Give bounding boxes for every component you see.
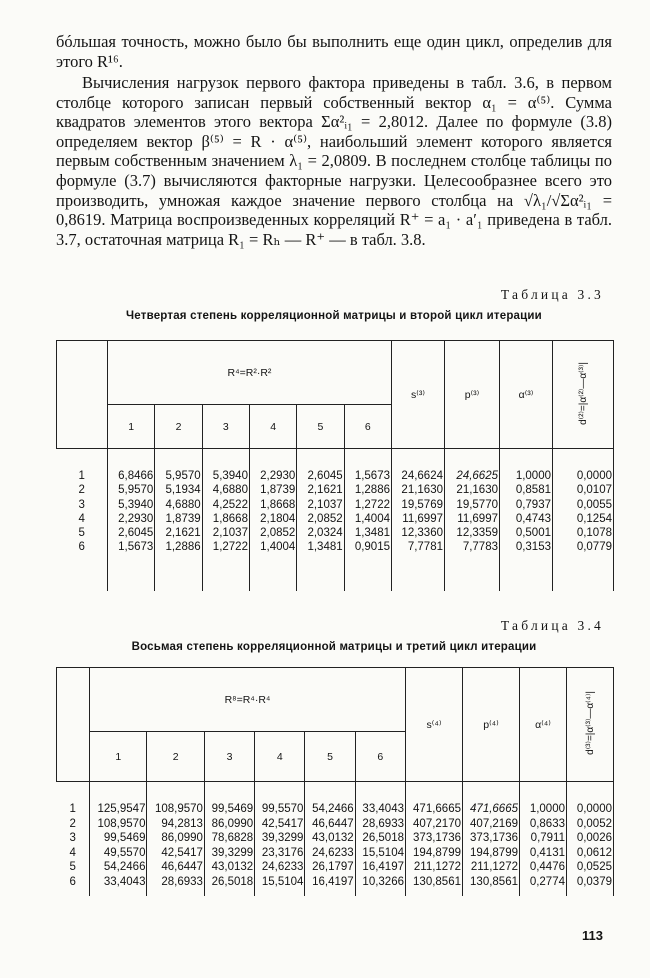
matrix-cell: 26,1797	[305, 860, 355, 875]
d-value: 0,1254	[553, 512, 614, 526]
matrix-cell: 49,5570	[90, 846, 147, 861]
matrix-cell: 6,8466	[108, 449, 155, 484]
alpha-value: 0,8633	[520, 817, 567, 832]
alpha-value: 0,3153	[500, 540, 553, 590]
matrix-cell: 26,5018	[355, 831, 405, 846]
p-value: 211,1272	[463, 860, 520, 875]
table2-rownum-header	[57, 668, 90, 782]
table2	[56, 667, 614, 896]
matrix-cell: 1,5673	[108, 540, 155, 590]
table-row	[57, 483, 614, 497]
d-value: 0,1078	[553, 526, 614, 540]
matrix-cell: 43,0132	[204, 860, 254, 875]
alpha-value: 1,0000	[500, 449, 553, 484]
table2-col-number: 6	[355, 732, 405, 782]
table-row	[57, 831, 614, 846]
matrix-cell: 86,0990	[147, 831, 204, 846]
table-row	[57, 449, 614, 484]
table1-d-header-text: d⁽²⁾=|α⁽²⁾—α⁽³⁾|	[577, 361, 589, 425]
table1-title: Четвертая степень корреляционной матрицы и второй цикл итерации	[126, 310, 542, 322]
matrix-cell: 1,2722	[202, 540, 249, 590]
table2-alpha-header: α⁽⁴⁾	[520, 668, 567, 782]
matrix-cell: 16,4197	[355, 860, 405, 875]
table2-col-number: 4	[255, 732, 305, 782]
p-value: 12,3359	[445, 526, 500, 540]
matrix-cell: 4,6880	[155, 498, 202, 512]
table-row	[57, 526, 614, 540]
matrix-cell: 24,6233	[255, 860, 305, 875]
matrix-cell: 99,5570	[255, 782, 305, 817]
matrix-cell: 1,4004	[344, 512, 391, 526]
table1-p-header: p⁽³⁾	[445, 341, 500, 449]
d-value: 0,0055	[553, 498, 614, 512]
matrix-cell: 1,2886	[155, 540, 202, 590]
table1-col-number: 3	[202, 405, 249, 449]
table1-label: Таблица 3.3	[500, 287, 604, 302]
table-row	[57, 875, 614, 896]
table2-col-number: 2	[147, 732, 204, 782]
p-value: 19,5770	[445, 498, 500, 512]
matrix-cell: 1,5673	[344, 449, 391, 484]
s-value: 21,1630	[392, 483, 445, 497]
row-number: 5	[57, 860, 90, 875]
matrix-cell: 5,9570	[108, 483, 155, 497]
row-number: 5	[57, 526, 108, 540]
matrix-cell: 33,4043	[355, 782, 405, 817]
table2-s-header: s⁽⁴⁾	[406, 668, 463, 782]
alpha-value: 0,4131	[520, 846, 567, 861]
matrix-cell: 5,9570	[155, 449, 202, 484]
p-value: 21,1630	[445, 483, 500, 497]
s-value: 7,7781	[392, 540, 445, 590]
d-value: 0,0525	[567, 860, 614, 875]
matrix-cell: 5,1934	[155, 483, 202, 497]
row-number: 3	[57, 831, 90, 846]
table-row	[57, 782, 614, 817]
s-value: 373,1736	[406, 831, 463, 846]
table2-label: Таблица 3.4	[500, 618, 604, 633]
s-value: 130,8561	[406, 875, 463, 896]
table2-col-number: 3	[204, 732, 254, 782]
d-value: 0,0052	[567, 817, 614, 832]
table2-title: Восьмая степень корреляционной матрицы и третий цикл итерации	[131, 641, 537, 653]
d-value: 0,0000	[553, 449, 614, 484]
table1-alpha-header: α⁽³⁾	[500, 341, 553, 449]
s-value: 11,6997	[392, 512, 445, 526]
matrix-cell: 1,8668	[202, 512, 249, 526]
s-value: 19,5769	[392, 498, 445, 512]
p-value: 373,1736	[463, 831, 520, 846]
alpha-value: 0,4743	[500, 512, 553, 526]
row-number: 3	[57, 498, 108, 512]
table2-col-number: 1	[90, 732, 147, 782]
s-value: 24,6624	[392, 449, 445, 484]
matrix-cell: 0,9015	[344, 540, 391, 590]
table2-p-header: p⁽⁴⁾	[463, 668, 520, 782]
matrix-cell: 2,2930	[108, 512, 155, 526]
matrix-cell: 108,9570	[147, 782, 204, 817]
p-value: 130,8561	[463, 875, 520, 896]
p-value: 471,6665	[463, 782, 520, 817]
paragraph-calculation: Вычисления нагрузок первого фактора приведены в табл. 3.6, в первом столбце которого записан первый собственный вектор α₁ = α⁽⁵⁾. Сумма квадратов элементов этого вектора Σα²ᵢ₁ = 2,8012. Далее по формуле (3.8) определяем вектор β⁽⁵⁾ = R · α⁽⁵⁾, наибольший элемент которого является первым собственным значением λ₁ = 2,0809. В последнем столбце таблицы по формуле (3.7) вычисляются факторные нагрузки. Целесообразнее всего это производить, умножая каждое значение первого столбца на √λ₁/√Σα²ᵢ₁ = 0,8619. Матрица воспроизведенных корреляций R⁺ = a₁ · a′₁ приведена в табл. 3.7, остаточная матрица R₁ = Rₕ — R⁺ — в табл. 3.8.	[56, 73, 612, 249]
matrix-cell: 1,3481	[297, 540, 344, 590]
matrix-cell: 2,1037	[297, 498, 344, 512]
d-value: 0,0000	[567, 782, 614, 817]
alpha-value: 0,4476	[520, 860, 567, 875]
s-value: 194,8799	[406, 846, 463, 861]
table1-rownum-header	[57, 341, 108, 449]
alpha-value: 0,7911	[520, 831, 567, 846]
matrix-cell: 125,9547	[90, 782, 147, 817]
row-number: 2	[57, 483, 108, 497]
matrix-cell: 1,2886	[344, 483, 391, 497]
table1-col-number: 2	[155, 405, 202, 449]
s-value: 471,6665	[406, 782, 463, 817]
table1-col-number: 1	[108, 405, 155, 449]
table1-group-header: R⁴=R²·R²	[108, 341, 392, 405]
matrix-cell: 5,3940	[108, 498, 155, 512]
row-number: 4	[57, 846, 90, 861]
matrix-cell: 54,2466	[90, 860, 147, 875]
matrix-cell: 43,0132	[305, 831, 355, 846]
p-value: 7,7783	[445, 540, 500, 590]
row-number: 1	[57, 449, 108, 484]
matrix-cell: 42,5417	[255, 817, 305, 832]
table1	[56, 340, 614, 591]
table2-col-number: 5	[305, 732, 355, 782]
p-value: 194,8799	[463, 846, 520, 861]
table2-d-header-text: d⁽³⁾=|α⁽³⁾—α⁽⁴⁾|	[584, 691, 596, 755]
d-value: 0,0026	[567, 831, 614, 846]
table-row	[57, 512, 614, 526]
matrix-cell: 1,3481	[344, 526, 391, 540]
matrix-cell: 46,6447	[147, 860, 204, 875]
matrix-cell: 33,4043	[90, 875, 147, 896]
matrix-cell: 4,6880	[202, 483, 249, 497]
matrix-cell: 1,8668	[249, 498, 296, 512]
matrix-cell: 23,3176	[255, 846, 305, 861]
table2-d-header	[567, 668, 614, 782]
matrix-cell: 28,6933	[147, 875, 204, 896]
s-value: 407,2170	[406, 817, 463, 832]
matrix-cell: 1,2722	[344, 498, 391, 512]
matrix-cell: 5,3940	[202, 449, 249, 484]
matrix-cell: 99,5469	[204, 782, 254, 817]
matrix-cell: 2,1621	[297, 483, 344, 497]
p-value: 11,6997	[445, 512, 500, 526]
matrix-cell: 2,1804	[249, 512, 296, 526]
matrix-cell: 4,2522	[202, 498, 249, 512]
matrix-cell: 94,2813	[147, 817, 204, 832]
matrix-cell: 2,6045	[297, 449, 344, 484]
table-row	[57, 540, 614, 590]
alpha-value: 0,8581	[500, 483, 553, 497]
paragraph-intro: бóльшая точность, можно было бы выполнить еще один цикл, определив для этого R¹⁶.	[56, 32, 612, 71]
matrix-cell: 39,3299	[255, 831, 305, 846]
matrix-cell: 2,0852	[249, 526, 296, 540]
table-row	[57, 846, 614, 861]
alpha-value: 1,0000	[520, 782, 567, 817]
matrix-cell: 15,5104	[355, 846, 405, 861]
alpha-value: 0,5001	[500, 526, 553, 540]
alpha-value: 0,2774	[520, 875, 567, 896]
table-row	[57, 498, 614, 512]
d-value: 0,0379	[567, 875, 614, 896]
matrix-cell: 10,3266	[355, 875, 405, 896]
matrix-cell: 2,1037	[202, 526, 249, 540]
d-value: 0,0107	[553, 483, 614, 497]
table-row	[57, 817, 614, 832]
matrix-cell: 2,2930	[249, 449, 296, 484]
table-row	[57, 860, 614, 875]
matrix-cell: 2,1621	[155, 526, 202, 540]
row-number: 2	[57, 817, 90, 832]
table1-d-header	[553, 341, 614, 449]
page-number: 113	[582, 928, 603, 943]
matrix-cell: 1,8739	[155, 512, 202, 526]
matrix-cell: 24,6233	[305, 846, 355, 861]
matrix-cell: 108,9570	[90, 817, 147, 832]
matrix-cell: 2,0852	[297, 512, 344, 526]
row-number: 6	[57, 540, 108, 590]
alpha-value: 0,7937	[500, 498, 553, 512]
matrix-cell: 46,6447	[305, 817, 355, 832]
row-number: 1	[57, 782, 90, 817]
matrix-cell: 2,6045	[108, 526, 155, 540]
matrix-cell: 39,3299	[204, 846, 254, 861]
table1-s-header: s⁽³⁾	[392, 341, 445, 449]
table1-col-number: 5	[297, 405, 344, 449]
matrix-cell: 15,5104	[255, 875, 305, 896]
p-value: 407,2169	[463, 817, 520, 832]
matrix-cell: 99,5469	[90, 831, 147, 846]
matrix-cell: 86,0990	[204, 817, 254, 832]
d-value: 0,0612	[567, 846, 614, 861]
matrix-cell: 1,8739	[249, 483, 296, 497]
matrix-cell: 54,2466	[305, 782, 355, 817]
table1-col-number: 6	[344, 405, 391, 449]
matrix-cell: 78,6828	[204, 831, 254, 846]
matrix-cell: 1,4004	[249, 540, 296, 590]
table2-group-header: R⁸=R⁴·R⁴	[90, 668, 406, 732]
matrix-cell: 26,5018	[204, 875, 254, 896]
matrix-cell: 28,6933	[355, 817, 405, 832]
table1-col-number: 4	[249, 405, 296, 449]
matrix-cell: 2,0324	[297, 526, 344, 540]
matrix-cell: 16,4197	[305, 875, 355, 896]
p-value: 24,6625	[445, 449, 500, 484]
s-value: 211,1272	[406, 860, 463, 875]
d-value: 0,0779	[553, 540, 614, 590]
row-number: 6	[57, 875, 90, 896]
matrix-cell: 42,5417	[147, 846, 204, 861]
s-value: 12,3360	[392, 526, 445, 540]
row-number: 4	[57, 512, 108, 526]
